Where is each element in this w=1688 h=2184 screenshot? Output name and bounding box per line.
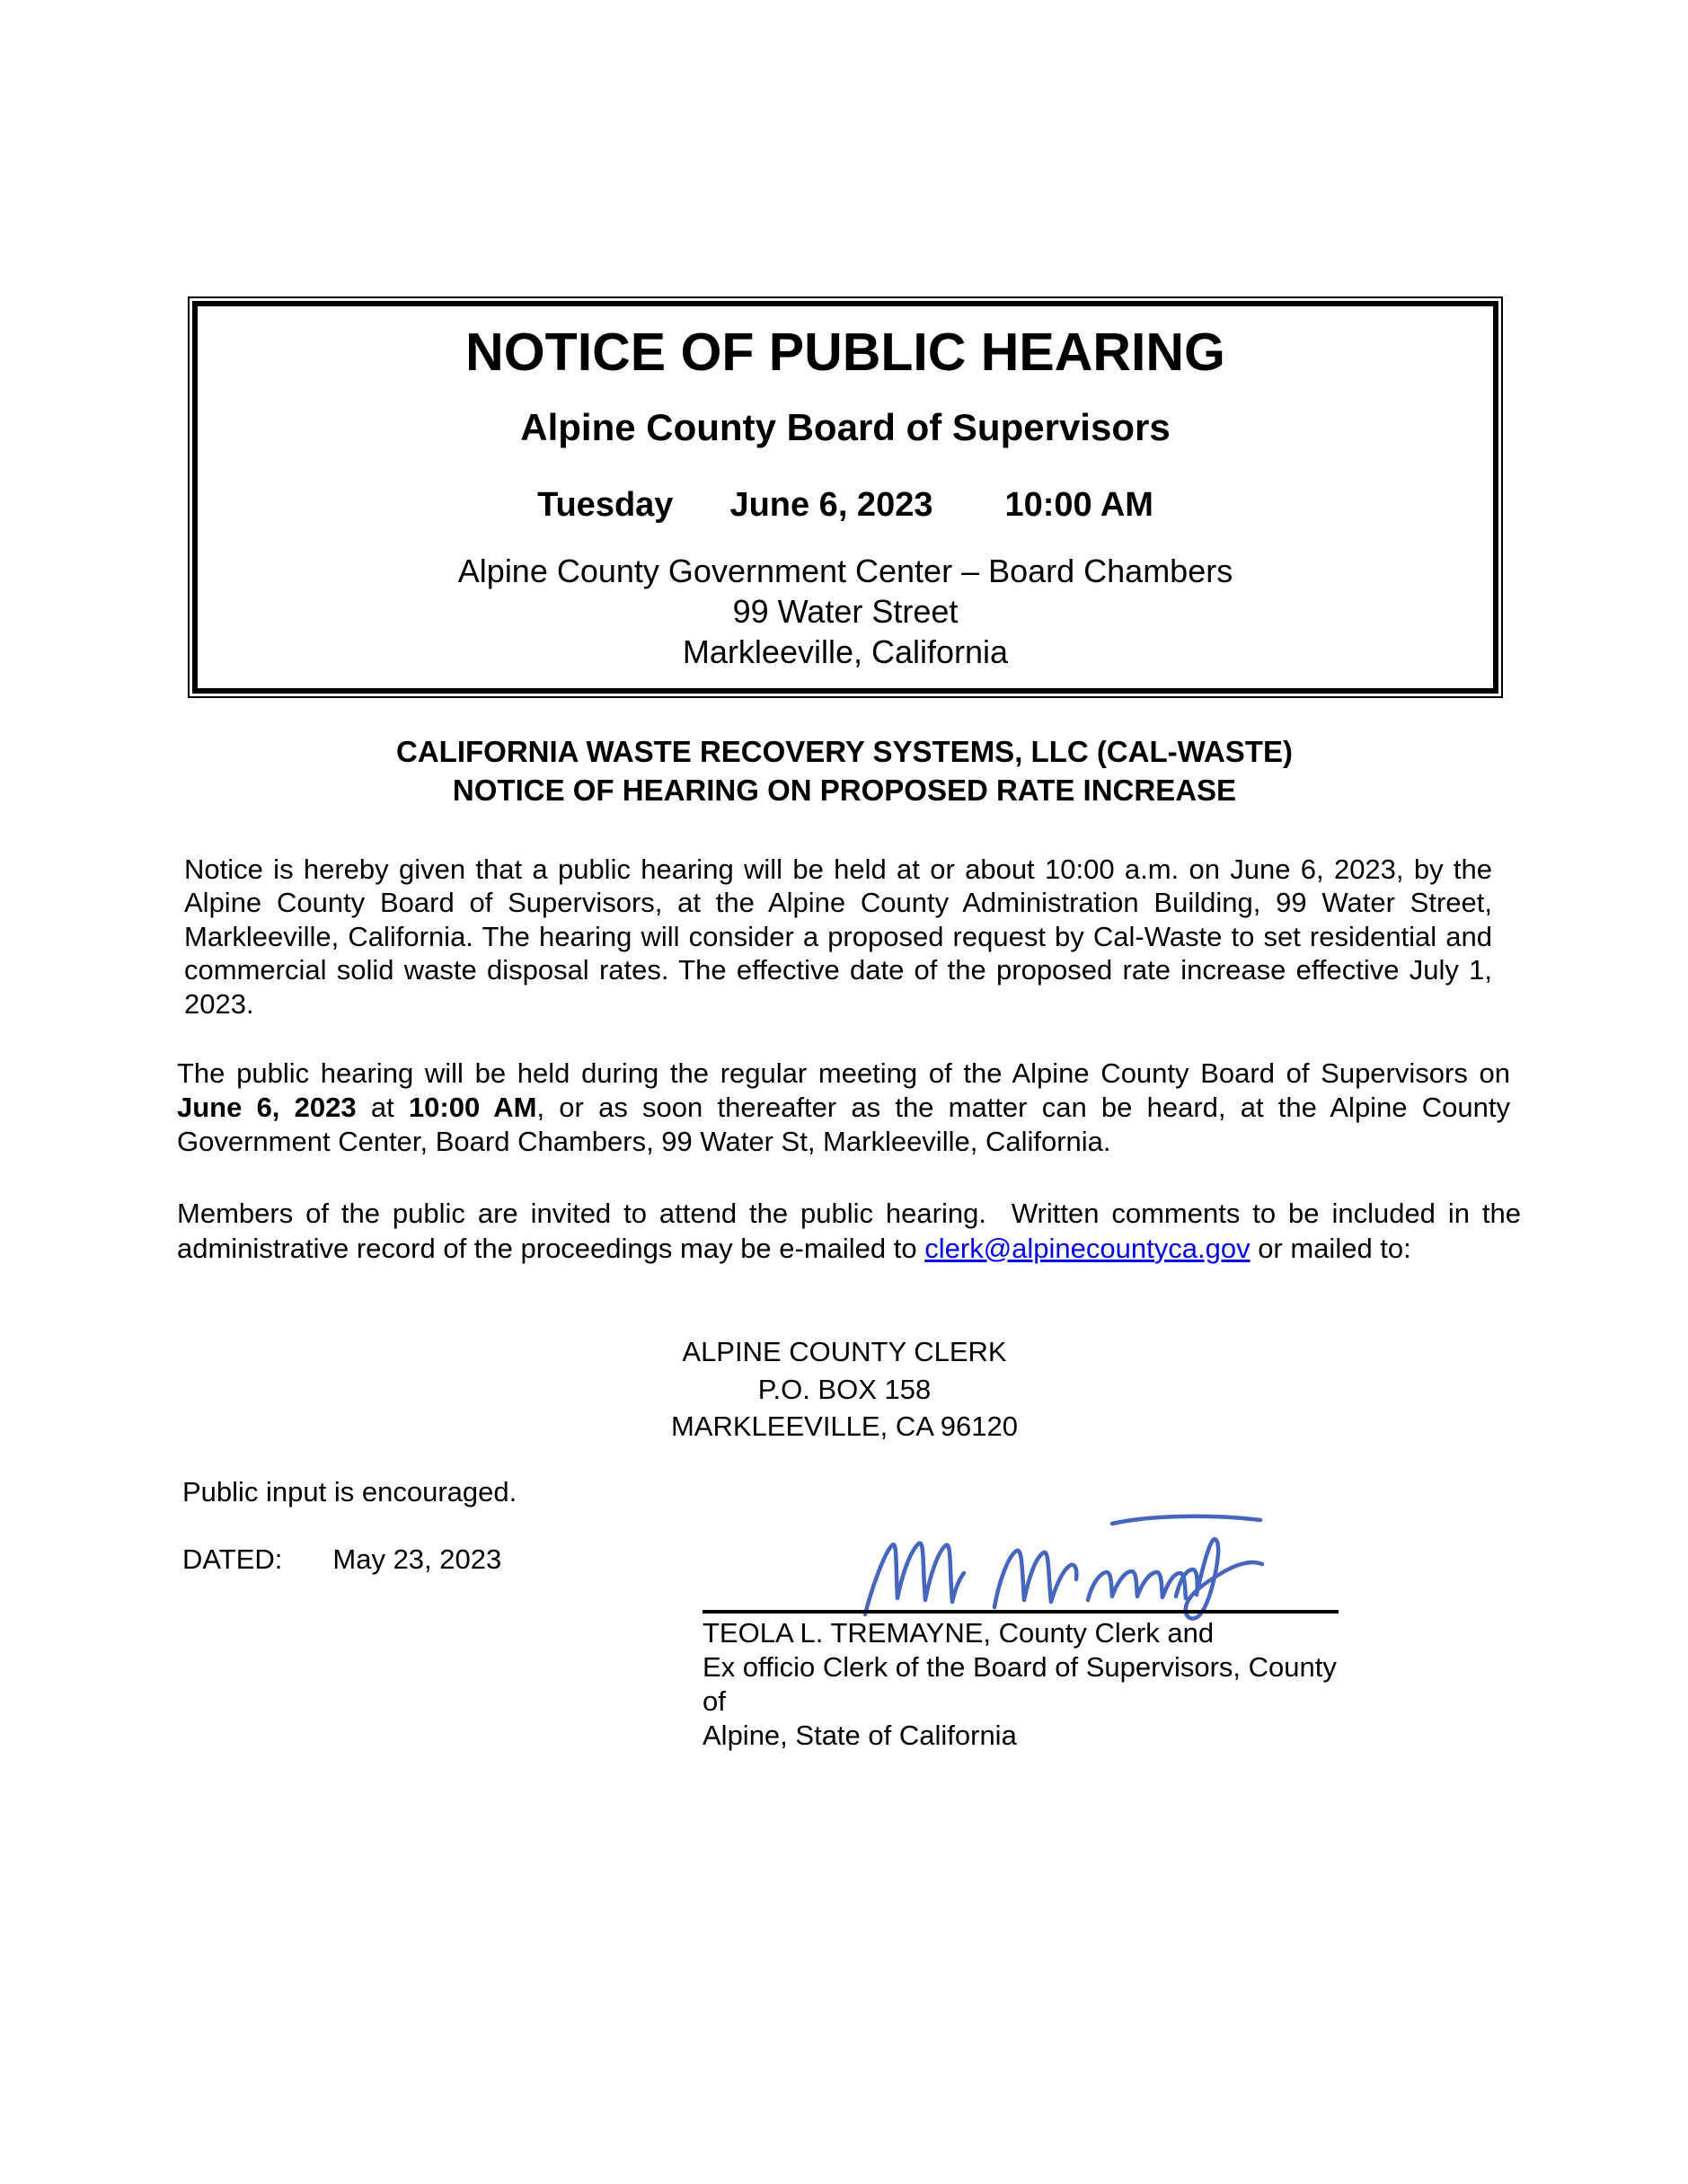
dated-value: May 23, 2023 (332, 1543, 502, 1575)
paragraph-public-comments (177, 1197, 1521, 1266)
clerk-exofficio: Ex officio Clerk of the Board of Supervisors, County of (703, 1651, 1337, 1717)
signature-block (703, 1509, 1340, 1779)
signature-ink (860, 1509, 1266, 1621)
public-input-note: Public input is encouraged. (182, 1476, 517, 1508)
p2-text-pre: The public hearing will be held during the regular meeting of the Alpine County Board of Supervisors on (177, 1057, 1510, 1089)
p3-text-post: or mailed to: (1250, 1232, 1411, 1264)
document-subtitle: Alpine County Board of Supervisors (520, 406, 1171, 448)
clerk-email-link[interactable]: clerk@alpinecountyca.gov (924, 1232, 1251, 1264)
mail-address-pobox: P.O. BOX 158 (757, 1373, 932, 1405)
p2-bold-time: 10:00 AM (408, 1092, 537, 1123)
signature-line (703, 1610, 1339, 1614)
document-title: NOTICE OF PUBLIC HEARING (465, 323, 1225, 382)
clerk-attribution (703, 1616, 1340, 1753)
hearing-date: June 6, 2023 (729, 486, 933, 524)
hearing-location (198, 551, 1493, 672)
hearing-time: 10:00 AM (1004, 486, 1153, 524)
dated-row (182, 1543, 501, 1577)
notice-header-box (188, 296, 1503, 698)
mail-address-city: MARKLEEVILLE, CA 96120 (670, 1410, 1018, 1442)
location-line-street: 99 Water Street (732, 593, 959, 630)
section-header-subject: NOTICE OF HEARING ON PROPOSED RATE INCREASE (452, 774, 1237, 807)
dated-label: DATED: (182, 1543, 283, 1575)
p2-bold-date: June 6, 2023 (177, 1092, 357, 1123)
location-line-city: Markleeville, California (682, 633, 1009, 670)
section-header-company: CALIFORNIA WASTE RECOVERY SYSTEMS, LLC (CAL-WASTE) (396, 735, 1293, 768)
p2-text-mid: at (356, 1092, 409, 1123)
clerk-name-title: TEOLA L. TREMAYNE, County Clerk and (703, 1617, 1215, 1649)
hearing-day: Tuesday (537, 486, 674, 524)
location-line-venue: Alpine County Government Center – Board Chambers (457, 553, 1233, 589)
notice-header-box-inner (192, 301, 1498, 694)
hearing-schedule (198, 484, 1493, 526)
mailing-address-block (180, 1333, 1509, 1446)
paragraph-notice-given: Notice is hereby given that a public hearing will be held at or about 10:00 a.m. on June 6, 2023, by the Alpine County Board of Supervisors, at the Alpine County Administration Building, 99 Water Street, Markleeville, California. The hearing will consider a proposed request by Cal-Waste to set residential and commercial solid waste disposal rates. The effective date of the proposed rate increase effective July 1, 2023. (184, 853, 1492, 1020)
p3-text-pre: Members of the public are invited to attend the public hearing. Written comments to be included in the administrative record of the proceedings may be e-mailed to (177, 1198, 1521, 1264)
p2-text-post: , or as soon thereafter as the matter can be heard, at the Alpine County Government Center, Board Chambers, 99 Water St, Markleeville, California. (177, 1092, 1510, 1157)
paragraph-hearing-details (177, 1057, 1510, 1159)
clerk-state: Alpine, State of California (703, 1720, 1017, 1751)
mail-address-recipient: ALPINE COUNTY CLERK (682, 1336, 1007, 1367)
section-header (180, 732, 1509, 809)
